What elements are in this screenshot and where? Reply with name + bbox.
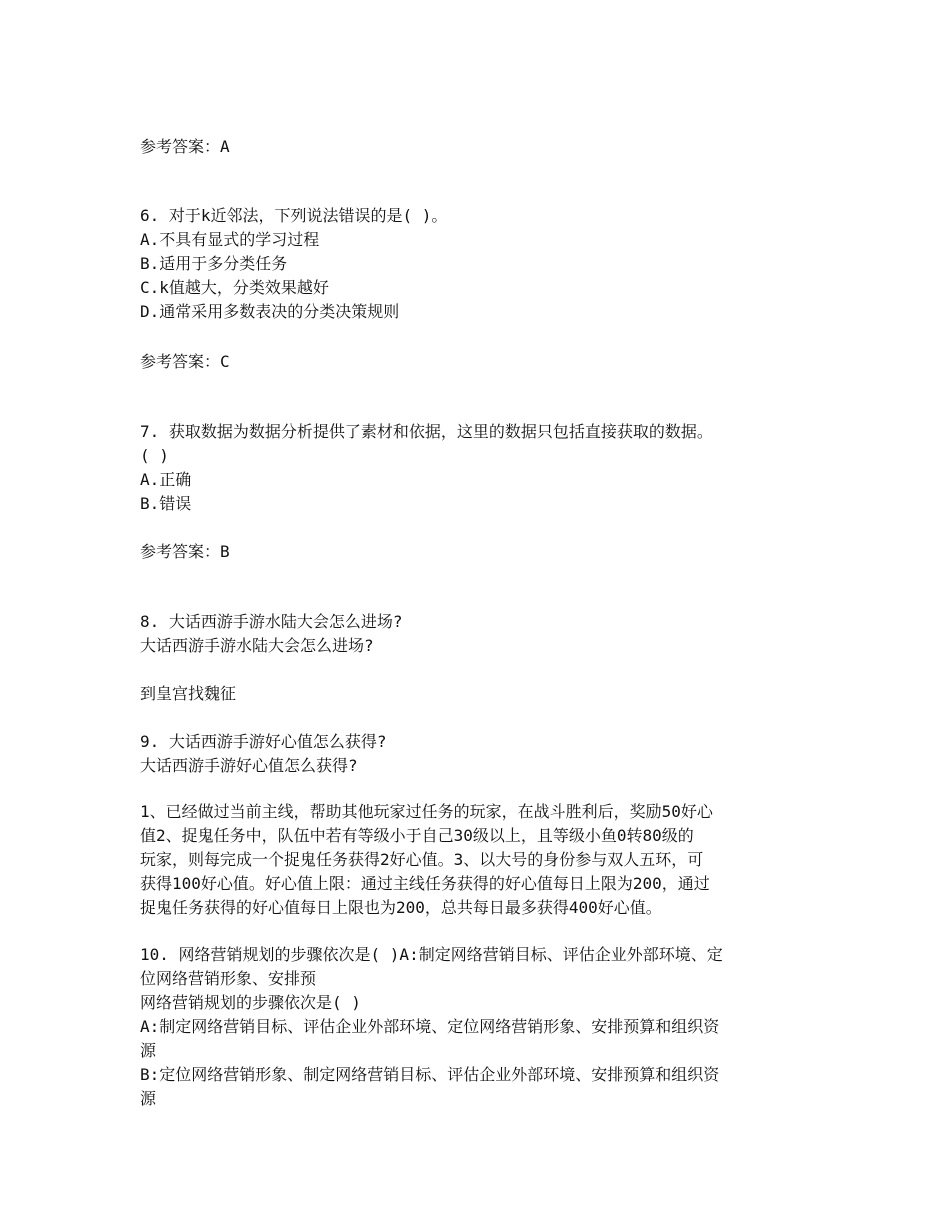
answer-value: B xyxy=(220,542,230,561)
option-a: A.正确 xyxy=(140,470,192,489)
answer-label: 参考答案： xyxy=(140,542,221,561)
reply-line: 捉鬼任务获得的好心值每日上限也为200，总共每日最多获得400好心值。 xyxy=(140,898,662,917)
reply-line: 值2、捉鬼任务中，队伍中若有等级小于自己30级以上，且等级小鱼0转80级的 xyxy=(140,826,694,845)
question-stem: 9. 大话西游手游好心值怎么获得? xyxy=(140,732,387,751)
question-stem-continued: ( ) xyxy=(140,446,169,465)
question-stem: 7. 获取数据为数据分析提供了素材和依据，这里的数据只包括直接获取的数据。 xyxy=(140,422,713,441)
answer-value: C xyxy=(220,352,230,371)
question-9 xyxy=(140,730,830,778)
option-a-continued: 源 xyxy=(140,1041,157,1060)
option-b: B:定位网络营销形象、制定网络营销目标、评估企业外部环境、安排预算和组织资 xyxy=(140,1065,720,1084)
question-restated: 网络营销规划的步骤依次是( ) xyxy=(140,993,361,1012)
q6-answer xyxy=(140,350,230,374)
option-b: B.适用于多分类任务 xyxy=(140,254,288,273)
reply-line: 玩家，则每完成一个捉鬼任务获得2好心值。3、以大号的身份参与双人五环，可 xyxy=(140,850,704,869)
question-stem: 8. 大话西游手游水陆大会怎么进场? xyxy=(140,612,403,631)
question-stem-continued: 位网络营销形象、安排预 xyxy=(140,969,317,988)
option-c: C.k值越大，分类效果越好 xyxy=(140,278,329,297)
q5-answer xyxy=(140,135,230,159)
reply-line: 获得100好心值。好心值上限：通过主线任务获得的好心值每日上限为200，通过 xyxy=(140,874,710,893)
option-d: D.通常采用多数表决的分类决策规则 xyxy=(140,302,400,321)
question-8 xyxy=(140,610,830,658)
question-10 xyxy=(140,943,830,1111)
question-stem: 10. 网络营销规划的步骤依次是( )A:制定网络营销目标、评估企业外部环境、定 xyxy=(140,945,723,964)
option-a: A.不具有显式的学习过程 xyxy=(140,230,320,249)
question-restated: 大话西游手游水陆大会怎么进场? xyxy=(140,636,374,655)
option-a: A:制定网络营销目标、评估企业外部环境、定位网络营销形象、安排预算和组织资 xyxy=(140,1017,720,1036)
q9-reply xyxy=(140,800,830,920)
question-restated: 大话西游手游好心值怎么获得? xyxy=(140,756,358,775)
answer-label: 参考答案： xyxy=(140,137,221,156)
answer-label: 参考答案： xyxy=(140,352,221,371)
question-6 xyxy=(140,204,830,324)
question-stem: 6. 对于k近邻法，下列说法错误的是( )。 xyxy=(140,206,448,225)
answer-value: A xyxy=(220,137,230,156)
question-7 xyxy=(140,420,830,516)
option-b-continued: 源 xyxy=(140,1089,157,1108)
q7-answer xyxy=(140,540,230,564)
option-b: B.错误 xyxy=(140,494,192,513)
reply-line: 1、已经做过当前主线，帮助其他玩家过任务的玩家，在战斗胜利后，奖励50好心 xyxy=(140,802,713,821)
q8-reply: 到皇宫找魏征 xyxy=(140,684,237,703)
